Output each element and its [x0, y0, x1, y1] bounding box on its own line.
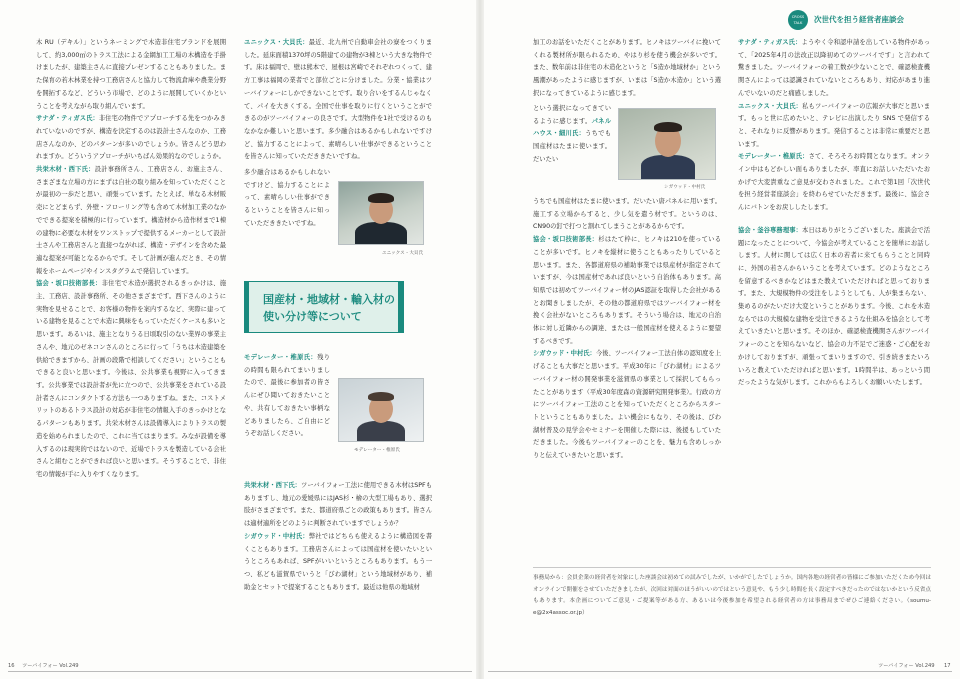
- paragraph: ようやく令和認申請を出している物件があって、「2025年4月の法改正以降初めてのツーバイです」と言われて驚きました。ツーバイフォーの着工数が少ないことで、確認検査機関さんによっては認識されていないところもあり、対応があまり進んでいないのだと痛感しました。: [738, 39, 930, 97]
- speaker-label: シガウッド・中村氏：: [244, 532, 309, 540]
- column-3-wrap: という選択になってきているように感じます。パネルハウス・細川氏：うちでも国産材はたまに使います。だいたい: [533, 105, 611, 163]
- speech-bubble-icon: [788, 10, 808, 30]
- paragraph: 設計事務所さん、工務店さん、お施主さん、さまざまな立場の方にまずは自社の取り組みを知っていただくことが最初の一歩だと思い、頑張っています。たとえば、単なる木材販売にとどまらず、外壁・フローリング等も含めて木材加工業のなかでできる提案を積極的に行っています。構造材から造作材まで1棟の建物に必要な木材をワンストップで提供するメーカーとして設計士さんや工務店さんと直接つながれば、構造・デザインを含めた最適な提案が可能となるからです。そして計画が進んだとき、その情報をホームページやインスタグラムで発信しています。: [36, 166, 226, 275]
- speaker-label: モデレーター・椎原氏：: [244, 354, 318, 361]
- column-2-wrap: 多少融合はあるかもしれないですけど、協力することによって、素晴らしい仕事ができるということを皆さんに知っていただききたいですね。: [244, 169, 330, 227]
- column-2-bottom: [244, 480, 432, 635]
- badge-top-text: CROSS: [791, 15, 805, 19]
- speaker-label: ユニックス・大貝氏：: [738, 102, 803, 110]
- photo-caption: シガウッド・中村氏: [664, 185, 706, 190]
- paragraph: 私もツーバイフォーの広報が大事だと思います。もっと世に広めたいと、テレビに出演したり SNS で発信すると、それなりに反響があります。発信することは非常に重要だと思います。: [738, 102, 930, 148]
- section-heading-line1: 国産材・地域材・輸入材の: [263, 293, 395, 306]
- speaker-photo: [338, 378, 424, 442]
- paragraph: ツーバイフォー工法に使用できる木材はSPFもありますし、地元の愛媛県にはJAS杉・檜の大型工場もあり、選択肢がさまざまです。また、都道府県ごとの政策もあります。皆さんは適材適所をどのように判断されていますでしょうか？: [244, 482, 432, 528]
- paragraph: 木 RU（デキル）」というネーミングで木造非住宅ブランドを展開して、約3,000㎡のトラス工法による金網加工工場の木構造を手掛けましたが、建築主さんに直接プレゼンすることもありました。また保育の若木林業を持つ工務店さんと協力して物流倉庫や農業分野を開拓するなど、どういう市場で、どのように展開していくかということを考えながら取り組んでいます。: [36, 39, 226, 110]
- section-heading-line2: 使い分け等について: [263, 310, 362, 323]
- series-title: 次世代を担う経営者座談会: [814, 15, 904, 24]
- paragraph: 弊社ではどちらも使えるように構造図を書くこともあります。工務店さんによっては国産材を使いたいというところもあれば、SPFがいいというところもあります。もう一つ、私ども滋賀県でいうと「びわ湖材」という地域材があり、補助金とセットで提案することもあります。最近は他県の地域材: [244, 532, 432, 591]
- photo-caption: モデレーター・椎原氏: [354, 448, 400, 453]
- speaker-label: 共栄木材・西下氏：: [244, 482, 302, 489]
- speaker-label: 協会・釜谷専務理事：: [738, 226, 803, 234]
- column-1: [36, 37, 226, 635]
- paragraph: 加工のお話をいただくことがあります。ヒノキはツーバイに挽いてくれる製材所が限られるため、やはり杉を使う機会が多いです。また、数年前は非住宅の木造化というと「S造か地域材か」という風潮があったように感じますが、いまは「S造か木造か」という選択になってきているように感じます。: [533, 39, 721, 97]
- speaker-label: ユニックス・大貝氏：: [244, 39, 309, 46]
- page-number-right: 17: [944, 663, 951, 669]
- speaker-label: シガウッド・中村氏：: [533, 350, 596, 358]
- page-number-left: 16: [8, 663, 15, 669]
- speaker-label: モデレーター・椎原氏：: [738, 153, 809, 161]
- speaker-label: 協会・坂口技術部長：: [36, 280, 102, 288]
- column-3-top: [533, 37, 721, 103]
- photo-caption: ユニックス・大貝氏: [382, 251, 424, 256]
- editorial-note: 事務局から：会員企業の経営者を対象にした座談会は初めての試みでしたが、いかがでしたでしょうか。国内各地の経営者の皆様にご参加いただくため今回はオンラインで開催をさせていただきましたが、次回は対面のほうがいいのではという意見や、もう少し時間を長く設定すべきだったのではないかという反省点もあります。本企画についてご意見・ご提案等がある方、あるいは今後参加を希望される経営者の方は事務局までぜひご連絡ください。（soumu-e@2x4assoc.or.jp）: [533, 575, 931, 616]
- column-2-top: [244, 37, 432, 167]
- column-3-bottom: [533, 196, 721, 526]
- paragraph: 非住宅の物件でアプローチする先をつかみきれていないのですが、構造を決定するのは設計士さんなのか、工務店さんなのか、どのパターンが多いのでしょうか。皆さんどう思われますか。どういうアプローチがいちばん効果的なのでしょうか。: [36, 115, 226, 161]
- paragraph: 最近、北九州で自動車会社の寮をつくりました。延床面積1370坪の5階建ての建物が3棟という大きな物件です。床は福岡で、壁は熊本で、屋根は宮崎でそれぞれつくって、建方工事は福岡の業者でと部位ごとに分けました。分業・協業はツーバイフォーにしかできないことです。取り合いをするんじゃなくて、パイを大きくする。全国で仕事を取りに行くということができるのがツーバイフォーの良さです。大型物件を1社で受けるのもなかなか難しいと思います。多少融合はあるかもしれないですけど、協力することによって、素晴らしい仕事ができるということを皆さんに知っていただききたいですね。: [244, 39, 432, 161]
- page-gutter: [476, 0, 484, 679]
- magazine-name-left: ツーバイフォー Vol.249: [22, 663, 79, 669]
- paragraph: 杉はたて枠に、ヒノキは210を使っていることが多いです。ヒノキを縦材に使うこともあったりしていると思います。また、各都道府県の補助事業では県産材が指定されていますが、今は国産材であれば良いという自治体もあります。高知県では初めてツーバイフォー材のJAS認証を取得した会社があるとお聞きしましたが、その他の都道府県ではツーバイフォー材を挽く会社がないところもあります。そういう場合は、地元の自治体に対し近隣からの調達、または一般国産材を使えるように要望するべきです。: [533, 236, 721, 345]
- speaker-label: 共栄木材・西下氏：: [36, 166, 95, 174]
- footer-rule: [488, 671, 952, 672]
- section-heading: [244, 281, 398, 333]
- magazine-name-right: ツーバイフォー Vol.249: [878, 663, 935, 669]
- paragraph: 残りの時間も限られてまいりましたので、最後に参加者の皆さんにぜひ聞いておきたいことや、共有しておきたい事柄などありましたら、ご自由にどうぞお話しください。: [244, 354, 330, 438]
- column-2-mid: [244, 352, 330, 462]
- speaker-label: サナダ・ティガス氏：: [738, 39, 802, 46]
- speaker-photo: [338, 181, 424, 245]
- footer-rule: [8, 671, 472, 672]
- paragraph: 本日はありがとうございました。座談会で活題になったことについて、今協会が考えていることを簡単にお話しします。人材に関しては広く日本の若者に来てもらうことと同時に、外国の若さんからいうことを考えています。どのようなところを留意するべきかなどはまた教えていただければと思っております。また、大規模物件の受注をしようとしても、人が集まらない、集めるのがたいだけ大変ということがあります。今後、これを木造ならではの大規模な建物を受注できるような仕組みを協会として考えていきたいと思います。そのほか、確認検査機関さんがツーバイフォーのことを知らないなど、協会の力不足でご迷惑・ご心配をおかけしておりますが、頑張ってまいりますので、引き続きまたいろいろと教えていただければと思います。1時間半は、あっという間だったような気がします。これからもよろしくお願いいたします。: [738, 226, 930, 387]
- paragraph: うちでも国産材はたまに使います。だいたい唐パネルに用います。施工する立場からすると、少し気を遣う材です。というのは、CN90の釘で打つと割れてしまうことがあるからです。: [533, 198, 721, 231]
- speaker-label: サナダ・ティガス氏：: [36, 115, 99, 123]
- column-4: [738, 37, 930, 527]
- speaker-label: 協会・坂口技術部長：: [533, 236, 599, 244]
- speaker-photo: [618, 108, 716, 180]
- note-divider: [533, 567, 931, 568]
- paragraph: 非住宅で木造が選択されるきっかけは、施主、工務店、設計事務所、その他さまざまです。西下さんのように実物を見せることで、お客様の物件を案内するなど、実際に建っている建物を見ることで木造に興味をもっていただくケースも多いと思います。あるいは、施主となりうる日頃取引のない業界の事業主さんや、地元のゼネコンさんのところに行って「うちは木造建築を供給できますから、計画の段階で相談してください」ということもできると良いと思います。今後は、公共事業も視野に入ってきます。公共事業では設計者が先に立つので、公共事業をされている設計者さんにコンタクトする方法も一つありますね。また、コストメリットのあるトラス設計の対応が非住宅の情報入手のきっかけとなるパターンもあります。共栄木材さんは設備導入によりトラスの製造を始められましたので、これに当てはまります。みなが設備を導入するのは現実的ではないので、近場でトラスを製造している会社さんと組むことができれば良いと思います。そうすることで、非住宅の情報が手に入りやすくなります。: [36, 280, 226, 478]
- paragraph: 今後、ツーバイフォー工法自体の認知度を上げることも大事だと思います。平成30年に「びわ湖材」によるツーバイフォー材の開発事業を滋賀県の事業として採択してもらったことがあります（平成30年度森の資源研究開発事業）。行政の方にツーバイフォー工法のことを知っていただくところからスタートということもありました。よい機会にもなり、その後は、びわ湖材普及の見学会やセミナーを開催した際には、後援もしていただきました。今後もツーバイフォーのことを、魅力も含めしっかりと伝えていきたいと思います。: [533, 350, 721, 460]
- paragraph: さて、そろそろお時間となります。オンライン中はもどかしい面もありましたが、率直にお話しいただいたおかげで大変貴重なご意見が交わされました。これで第1回「次世代を担う経営者座談会」を終わらせていただきます。最後に、協会さんにバトンをお戻ししたします。: [738, 153, 930, 212]
- badge-mid-text: TALK: [793, 21, 803, 25]
